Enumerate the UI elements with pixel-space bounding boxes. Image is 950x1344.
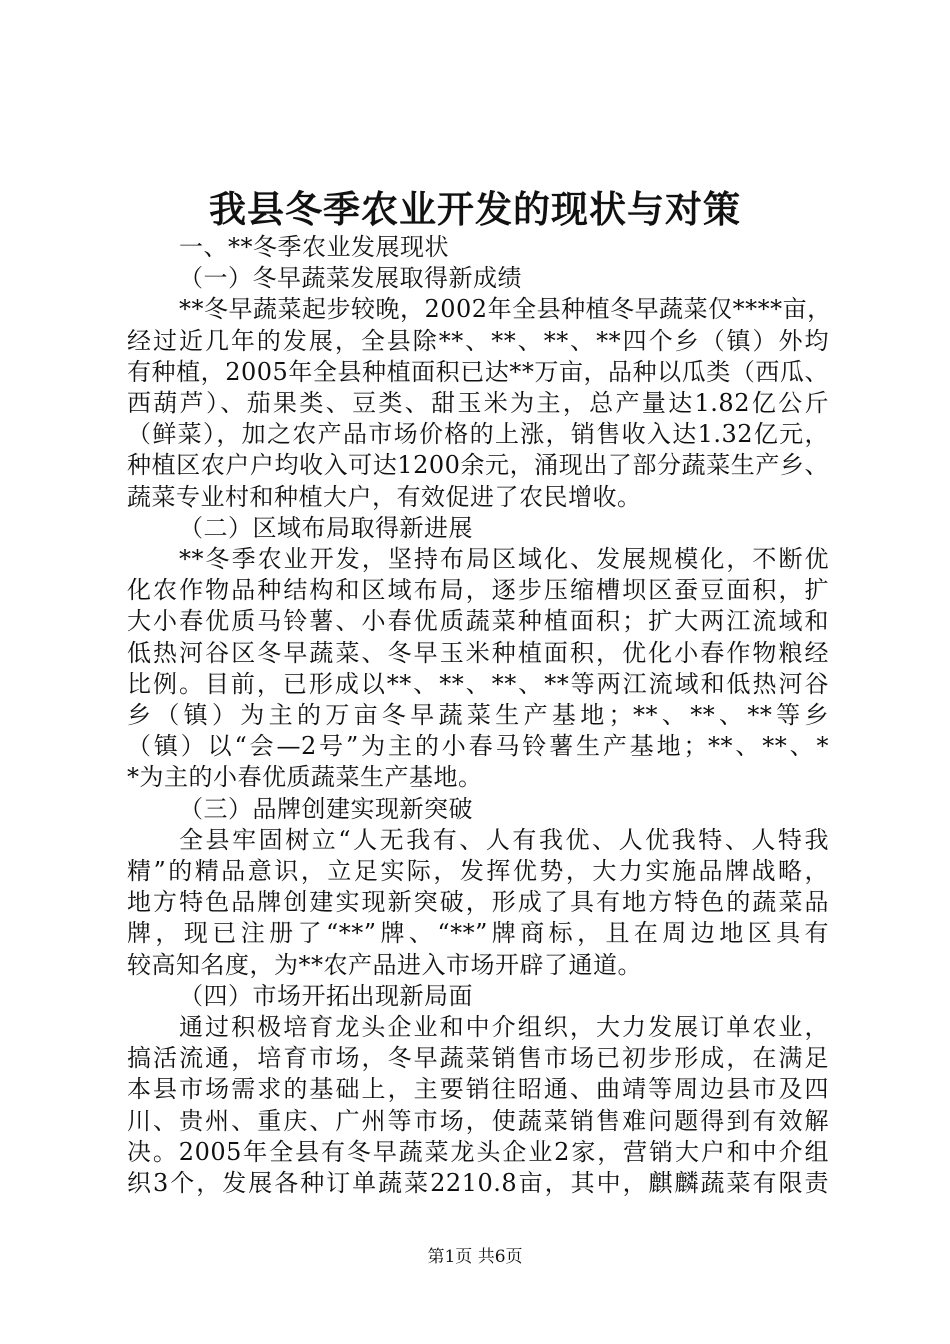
document-body <box>127 232 832 1199</box>
paragraph-line: 地方特色品牌创建实现新突破，形成了具有地方特色的蔬菜品 <box>127 888 829 917</box>
paragraph-line: 西葫芦）、茄果类、豆类、甜玉米为主，总产量达1.82亿公斤 <box>127 389 829 418</box>
paragraph-line: **冬早蔬菜起步较晚，2002年全县种植冬早蔬菜仅****亩， <box>179 295 832 324</box>
page-number-footer: 第1页 共6页 <box>427 1247 523 1267</box>
paragraph-line: 织3个，发展各种订单蔬菜2210.8亩，其中，麒麟蔬菜有限责 <box>127 1169 829 1198</box>
section-heading-1: 一、**冬季农业发展现状 <box>179 233 449 261</box>
paragraph-line: 种植区农户户均收入可达1200余元，涌现出了部分蔬菜生产乡、 <box>127 451 829 480</box>
subsection-heading-3: （三）品牌创建实现新突破 <box>179 794 473 823</box>
paragraph-line: 大小春优质马铃薯、小春优质蔬菜种植面积；扩大两江流域和 <box>127 607 829 636</box>
document-title: 我县冬季农业开发的现状与对策 <box>209 187 741 231</box>
paragraph-line: 较高知名度，为**农产品进入市场开辟了通道。 <box>127 950 642 979</box>
paragraph-line: **冬季农业开发，坚持布局区域化、发展规模化，不断优 <box>179 545 829 574</box>
paragraph-line: 牌，现已注册了“**”牌、“**”牌商标，且在周边地区具有 <box>127 919 829 948</box>
paragraph-line: 经过近几年的发展，全县除**、**、**、**四个乡（镇）外均 <box>127 326 829 355</box>
paragraph-line: （鲜菜），加之农产品市场价格的上涨，销售收入达1.32亿元， <box>127 420 829 449</box>
paragraph-line: 全县牢固树立“人无我有、人有我优、人优我特、人特我 <box>179 825 829 854</box>
paragraph-line: 低热河谷区冬早蔬菜、冬早玉米种植面积，优化小春作物粮经 <box>127 638 829 667</box>
paragraph-line: 川、贵州、重庆、广州等市场，使蔬菜销售难问题得到有效解 <box>127 1106 829 1135</box>
paragraph-line: 蔬菜专业村和种植大户，有效促进了农民增收。 <box>127 482 642 511</box>
paragraph-line: 化农作物品种结构和区域布局，逐步压缩槽坝区蚕豆面积，扩 <box>127 576 829 605</box>
paragraph-line: 决。2005年全县有冬早蔬菜龙头企业2家，营销大户和中介组 <box>127 1137 829 1166</box>
paragraph-line: 有种植，2005年全县种植面积已达**万亩，品种以瓜类（西瓜、 <box>127 357 829 386</box>
paragraph-line: 本县市场需求的基础上，主要销往昭通、曲靖等周边县市及四 <box>127 1075 829 1104</box>
paragraph-line: 精”的精品意识，立足实际，发挥优势，大力实施品牌战略， <box>127 857 829 886</box>
paragraph-line: （镇）以“会—2号”为主的小春马铃薯生产基地；**、**、* <box>127 732 829 761</box>
paragraph-line: 乡（镇）为主的万亩冬早蔬菜生产基地；**、**、**等乡 <box>127 701 829 730</box>
subsection-heading-1: （一）冬早蔬菜发展取得新成绩 <box>179 264 522 293</box>
paragraph-line: 通过积极培育龙头企业和中介组织，大力发展订单农业， <box>179 1013 829 1042</box>
paragraph-line: 搞活流通，培育市场，冬早蔬菜销售市场已初步形成，在满足 <box>127 1044 829 1073</box>
subsection-heading-2: （二）区域布局取得新进展 <box>179 513 473 542</box>
subsection-heading-4: （四）市场开拓出现新局面 <box>179 981 473 1010</box>
paragraph-line: *为主的小春优质蔬菜生产基地。 <box>127 763 483 792</box>
paragraph-line: 比例。目前，已形成以**、**、**、**等两江流域和低热河谷 <box>127 669 829 698</box>
